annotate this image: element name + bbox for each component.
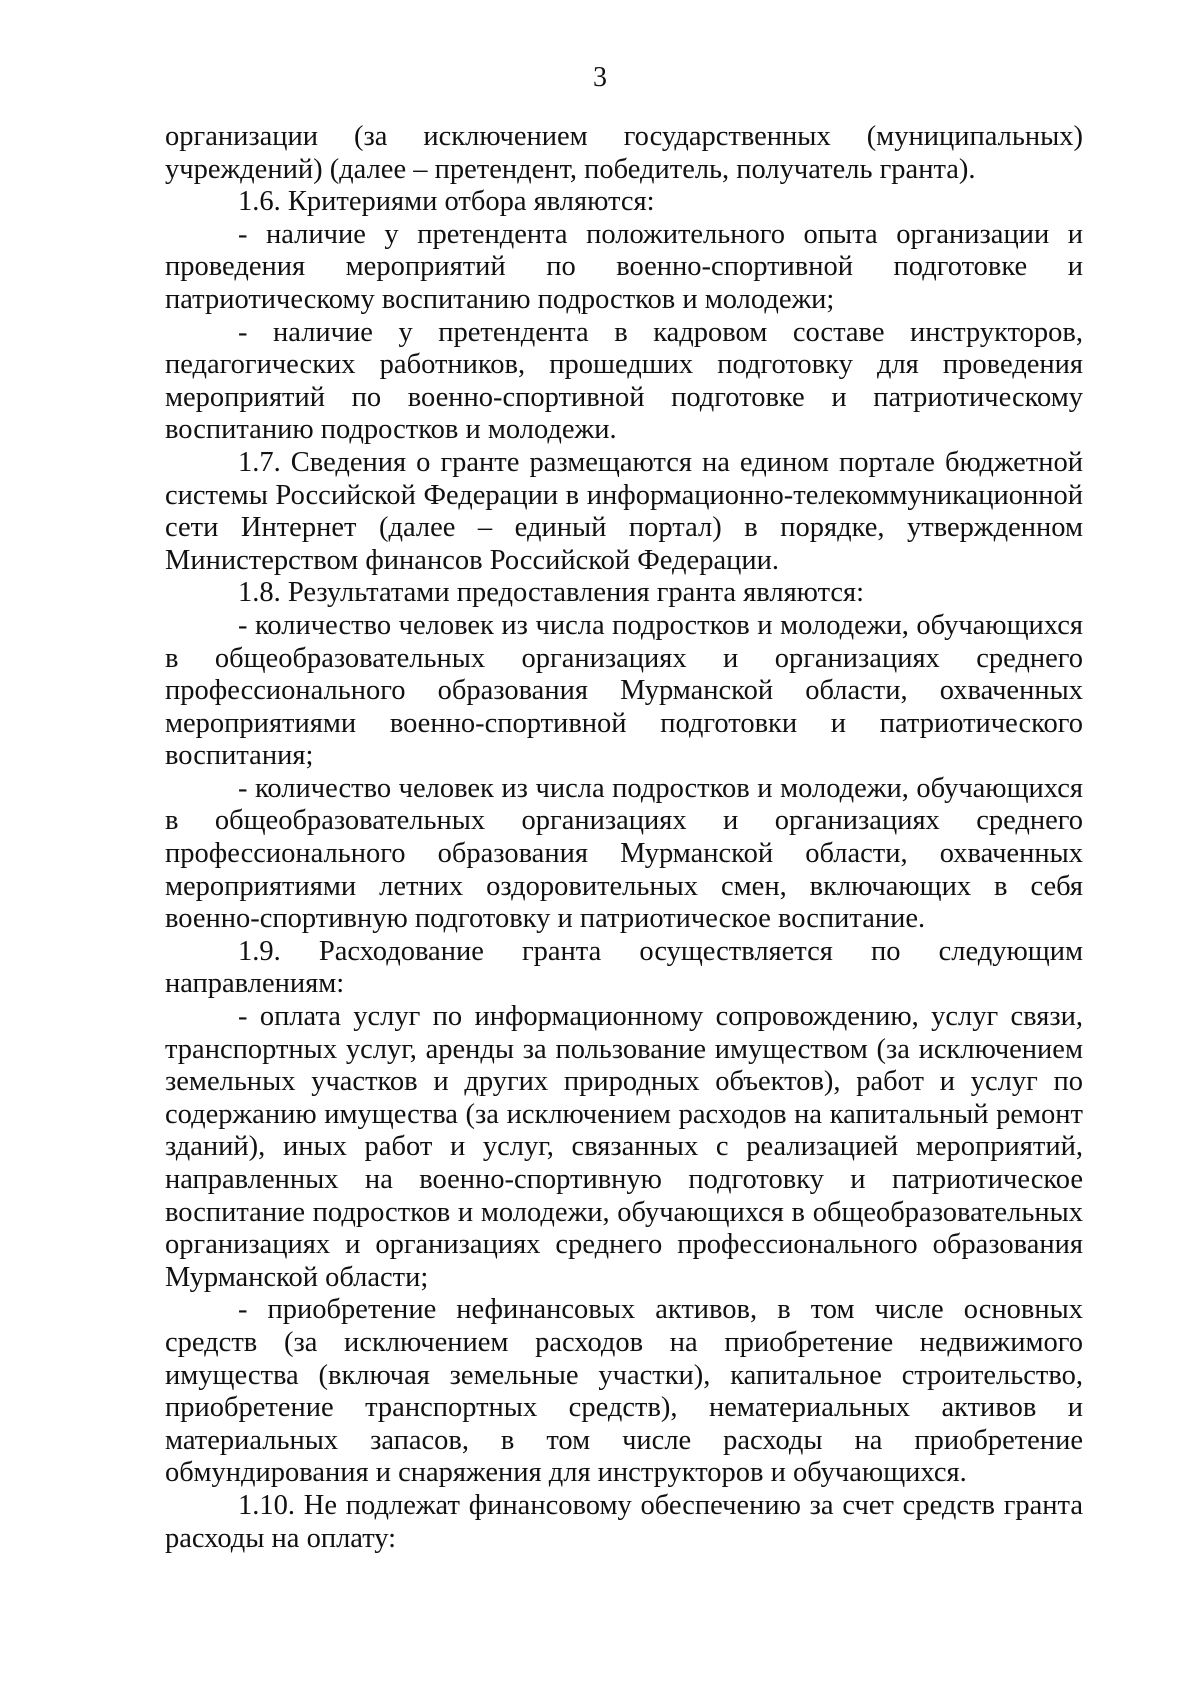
paragraph-expense-services: - оплата услуг по информационному сопровождению, услуг связи, транспортных услуг, аренды за пользование имуществом (за исключением земельных участков и других природных объектов), работ и услуг по содержанию имущества (за исключением расходов на капитальный ремонт зданий), иных работ и услуг, связанных с реализацией мероприятий, направленных на военно-спортивную подготовку и патриотическое воспитание подростков и молодежи, обучающихся в общеобразовательных организациях и организациях среднего профессионального образования Мурманской области; [165, 1001, 1083, 1293]
paragraph-1-9-heading: 1.9. Расходование гранта осуществляется по следующим направлениям: [165, 935, 1083, 1000]
paragraph-continuation: организации (за исключением государственных (муниципальных) учреждений) (далее – претендент, победитель, получатель гранта). [165, 121, 1083, 185]
paragraph-1-10: 1.10. Не подлежат финансовому обеспечению за счет средств гранта расходы на оплату: [165, 1489, 1083, 1554]
page-number: 3 [593, 62, 607, 93]
paragraph-criterion-staff: - наличие у претендента в кадровом составе инструкторов, педагогических работников, прошедших подготовку для проведения мероприятий по военно-спортивной подготовке и патриотическому воспитанию подростков и молодежи. [165, 316, 1083, 446]
paragraph-1-7: 1.7. Сведения о гранте размещаются на едином портале бюджетной системы Российской Федерации в информационно-телекоммуникационной сети Интернет (далее – единый портал) в порядке, утвержденном Министерством финансов Российской Федерации. [165, 446, 1083, 576]
paragraph-1-8-heading: 1.8. Результатами предоставления гранта являются: [238, 577, 865, 609]
document-body [165, 121, 1083, 1555]
paragraph-result-summer-shifts: - количество человек из числа подростков и молодежи, обучающихся в общеобразовательных организациях и организациях среднего профессионального образования Мурманской области, охваченных мероприятиями летних оздоровительных смен, включающих в себя военно-спортивную подготовку и патриотическое воспитание. [165, 772, 1083, 935]
paragraph-result-patriotic-events: - количество человек из числа подростков и молодежи, обучающихся в общеобразовательных организациях и организациях среднего профессионального образования Мурманской области, охваченных мероприятиями военно-спортивной подготовки и патриотического воспитания; [165, 609, 1083, 772]
paragraph-1-6-heading: 1.6. Критериями отбора являются: [238, 186, 655, 218]
paragraph-criterion-experience: - наличие у претендента положительного опыта организации и проведения мероприятий по военно-спортивной подготовке и патриотическому воспитанию подростков и молодежи; [165, 218, 1083, 315]
paragraph-expense-assets: - приобретение нефинансовых активов, в том числе основных средств (за исключением расходов на приобретение недвижимого имущества (включая земельные участки), капитальное строительство, приобретение транспортных средств), нематериальных активов и материальных запасов, в том числе расходы на приобретение обмундирования и снаряжения для инструкторов и обучающихся. [165, 1294, 1083, 1489]
